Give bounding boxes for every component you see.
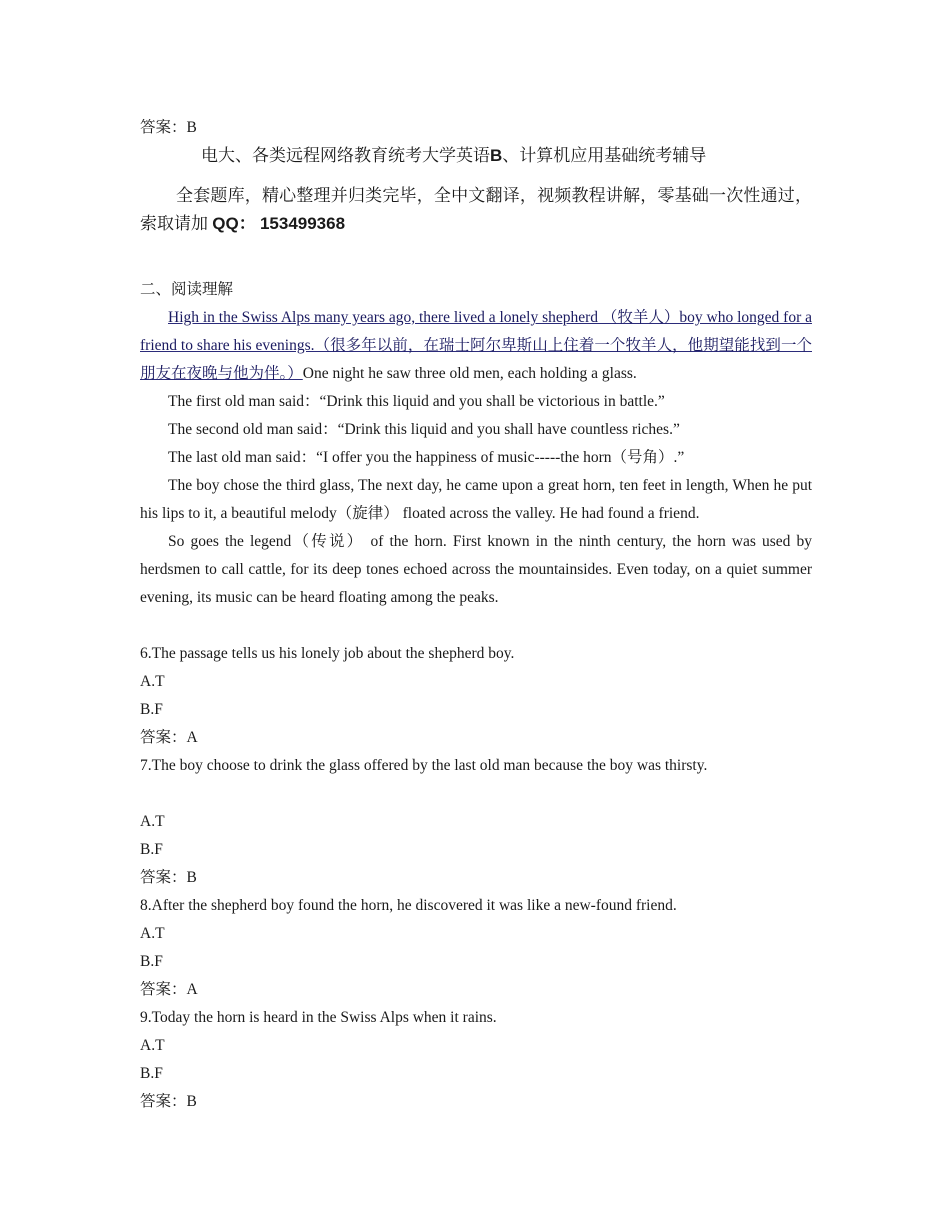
question-text: 6.The passage tells us his lonely job about the shepherd boy. — [140, 645, 515, 662]
ad-body-text: 全套题库，精心整理并归类完毕，全中文翻译，视频教程讲解，零基础一次性通过，索取请加 — [140, 186, 812, 233]
question-text: 9.Today the horn is heard in the Swiss Alps when it rains. — [140, 1009, 497, 1026]
blank-line — [140, 780, 812, 808]
underlined-text: High in the Swiss Alps many years ago, there lived a lonely shepherd （牧羊人）boy who longed for a friend to share his evenings.（很多年以前，在瑞士阿尔卑斯山上住着一个牧羊人，他期望能找到一个朋友在夜晚与他为伴。） — [140, 309, 812, 382]
ad-title-part: 电大、各类远程网络教育统考大学英语 — [201, 146, 490, 165]
option-b: B.F — [140, 841, 163, 858]
answer-text: 答案：A — [140, 981, 198, 998]
question-text: 7.The boy choose to drink the glass offered by the last old man because the boy was thirsty. — [140, 757, 708, 774]
option-b: B.F — [140, 953, 163, 970]
passage-paragraph: So goes the legend（传说） of the horn. First known in the ninth century, the horn was used by herdsmen to call cattle, for its deep tones echoed across the mountainsides. Even today, on a quiet summer evening, its music can be heard floating among the peaks. — [140, 533, 812, 606]
question-text: 8.After the shepherd boy found the horn, he discovered it was like a new-found friend. — [140, 897, 677, 914]
answer-text: 答案：B — [140, 1093, 197, 1110]
passage-paragraph: The last old man said：“I offer you the happiness of music-----the horn（号角）.” — [168, 449, 685, 466]
ad-title — [140, 142, 812, 170]
ad-body — [140, 182, 812, 238]
question-item — [140, 752, 812, 892]
ad-title-part: 、计算机应用基础统考辅导 — [502, 146, 707, 165]
question-item — [140, 1004, 812, 1116]
qq-number: 153499368 — [259, 214, 346, 233]
question-item — [140, 892, 812, 1004]
passage-paragraph: The first old man said：“Drink this liquid and you shall be victorious in battle.” — [168, 393, 665, 410]
option-a: A.T — [140, 925, 165, 942]
previous-answer: 答案：B — [140, 119, 197, 136]
question-list — [140, 640, 812, 1116]
answer-text: 答案：A — [140, 729, 198, 746]
passage-paragraph — [140, 304, 812, 388]
option-a: A.T — [140, 1037, 165, 1054]
option-a: A.T — [140, 813, 165, 830]
qq-label: QQ： — [212, 214, 256, 233]
option-a: A.T — [140, 673, 165, 690]
option-b: B.F — [140, 701, 163, 718]
option-b: B.F — [140, 1065, 163, 1082]
answer-text: 答案：B — [140, 869, 197, 886]
document-content — [140, 114, 812, 1116]
passage-paragraph: The boy chose the third glass, The next day, he came upon a great horn, ten feet in length, When he put his lips to it, a beautiful melody（旋律） floated across the valley. He had found a friend. — [140, 477, 812, 522]
passage-paragraph: The second old man said：“Drink this liquid and you shall have countless riches.” — [168, 421, 680, 438]
ad-title-part: B — [490, 146, 503, 165]
question-item — [140, 640, 812, 752]
paragraph-text: One night he saw three old men, each holding a glass. — [302, 365, 637, 382]
section-title: 二、阅读理解 — [140, 281, 234, 298]
